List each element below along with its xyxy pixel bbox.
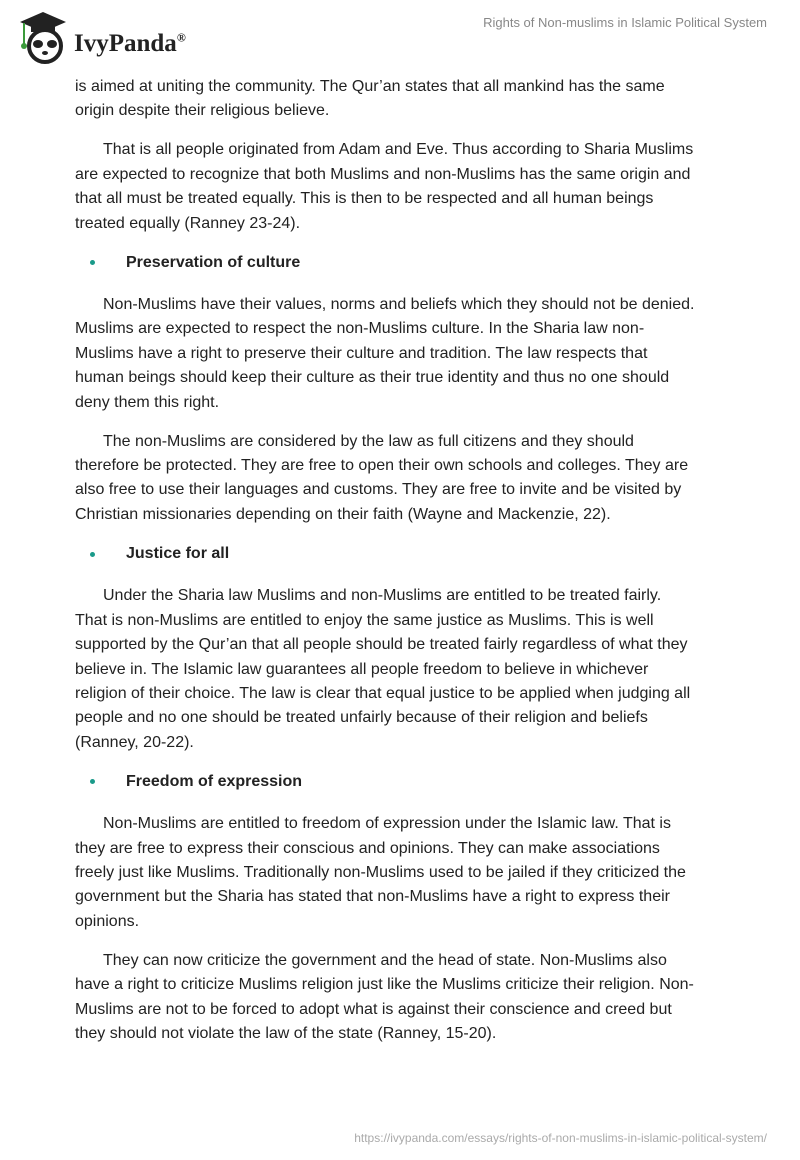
paragraph-line: religion of their choice. The law is clear that equal justice to be applied when judging all [75,684,691,702]
paragraph-line: opinions. [75,912,140,930]
paragraph-line: Christian missionaries depending on their faith (Wayne and Mackenzie, 22). [75,505,611,523]
paragraph-line: deny them this right. [75,393,220,411]
bullet-heading [75,770,735,794]
paragraph-line: (Ranney, 20-22). [75,733,194,751]
footer-url[interactable]: https://ivypanda.com/essays/rights-of-non-muslims-in-islamic-political-system/ [354,1131,767,1145]
paragraph-line: origin despite their religious believe. [75,102,330,120]
bullet-icon [90,552,95,557]
paragraph [75,812,735,934]
paragraph-line: Non-Muslims are entitled to freedom of expression under the Islamic law. That is [103,815,671,833]
bullet-heading [75,251,735,275]
logo-text: IvyPanda [74,30,177,57]
paragraph-line: they should not violate the law of the state (Ranney, 15-20). [75,1024,497,1042]
paragraph-line: Muslims are expected to respect the non-Muslims culture. In the Sharia law non- [75,320,645,338]
section-heading: Preservation of culture [126,253,301,271]
paragraph-line: treated equally (Ranney 23-24). [75,214,301,232]
paragraph-line: Non-Muslims have their values, norms and beliefs which they should not be denied. [103,296,695,314]
paragraph-line: Muslims have a right to preserve their culture and tradition. The law respects that [75,344,648,362]
paragraph-line: Muslims are not to be forced to adopt what is against their conscience and creed but [75,1000,672,1018]
paragraph-line: That is non-Muslims are entitled to enjoy the same justice as Muslims. This is well [75,611,654,629]
paragraph [75,293,735,415]
paragraph-line: they are free to express their conscious and opinions. They can make associations [75,839,660,857]
section-heading: Justice for all [126,544,230,562]
paragraph [75,430,735,528]
paragraph-line: is aimed at uniting the community. The Qur’an states that all mankind has the same [75,78,665,95]
panda-graduate-icon [18,10,68,64]
registered-mark: ® [176,30,186,45]
paragraph-line: human beings should keep their culture as their true identity and thus no one should [75,369,670,387]
paragraph-line: believe in. The Islamic law guarantees all people freedom to believe in whichever [75,660,649,678]
paragraph-line: supported by the Qur’an that all people should be treated fairly regardless of what they [75,636,688,654]
paragraph-line: therefore be protected. They are free to open their own schools and colleges. They are [75,457,689,475]
bullet-heading [75,542,735,566]
paragraph [75,75,735,124]
paragraph [75,584,735,755]
paragraph-line: people and no one should be treated unfairly because of their religion and beliefs [75,709,648,727]
paragraph-line: government but the Sharia has stated that non-Muslims have a right to express their [75,888,670,906]
paragraph-line: Under the Sharia law Muslims and non-Muslims are entitled to be treated fairly. [103,587,662,605]
paragraph-line: have a right to criticize Muslims religion just like the Muslims criticize their religion. Non- [75,976,694,994]
paragraph-line: also free to use their languages and customs. They are free to invite and be visited by [75,481,682,499]
paragraph-line: They can now criticize the government and the head of state. Non-Muslims also [103,951,667,969]
paragraph-line: are expected to recognize that both Muslims and non-Muslims has the same origin and [75,165,691,183]
section-heading: Freedom of expression [126,772,303,790]
paragraph-line: The non-Muslims are considered by the law as full citizens and they should [103,432,634,450]
bullet-icon [90,260,95,265]
paragraph [75,138,735,236]
paragraph-line: That is all people originated from Adam and Eve. Thus according to Sharia Muslims [103,141,694,159]
paragraph-line: that all must be treated equally. This is then to be respected and all human beings [75,190,654,208]
paragraph [75,949,735,1047]
essay-content [75,75,735,1061]
paragraph-line: freely just like Muslims. Traditionally non-Muslims used to be jailed if they criticized the [75,863,686,881]
bullet-icon [90,779,95,784]
document-title: Rights of Non-muslims in Islamic Political System [483,15,767,30]
ivypanda-logo[interactable] [18,10,186,64]
